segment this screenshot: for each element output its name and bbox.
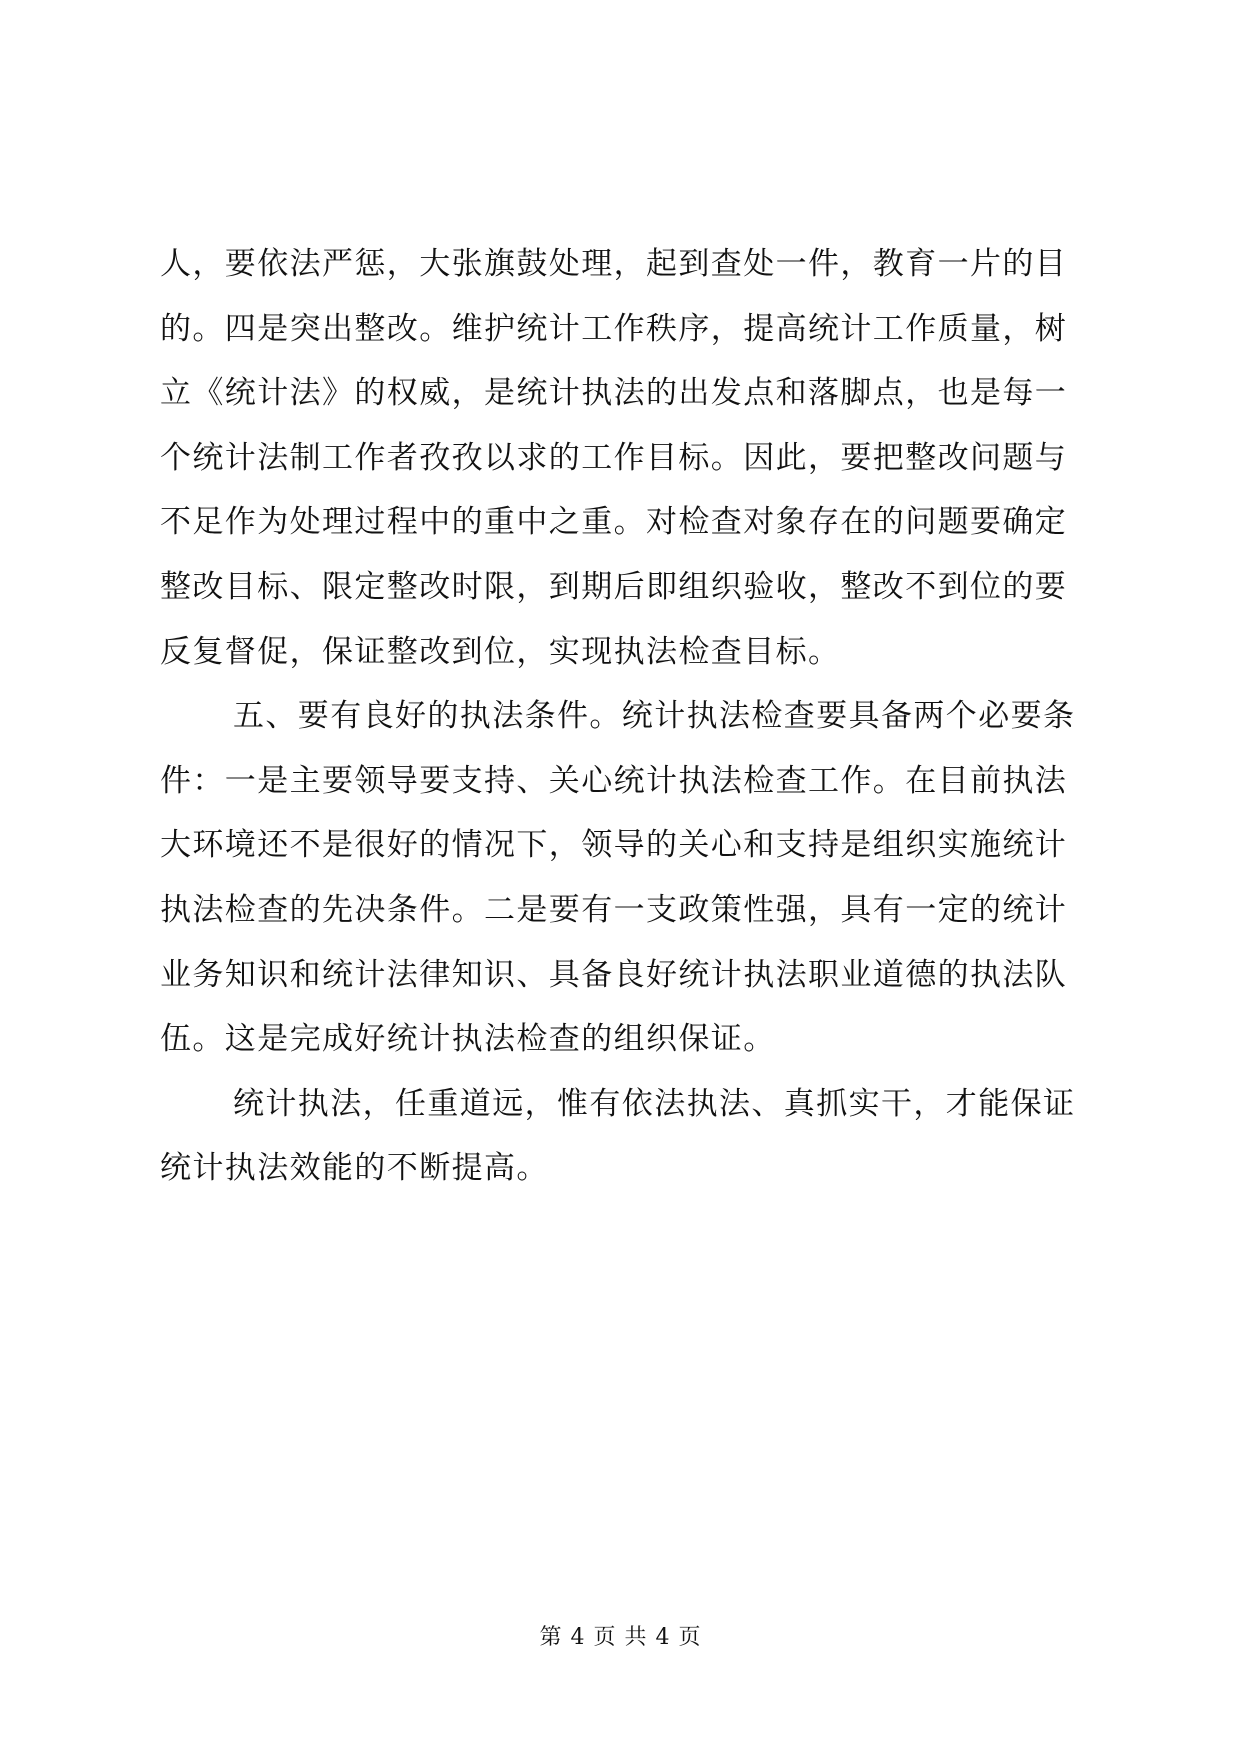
text-line: 件：一是主要领导要支持、关心统计执法检查工作。在目前执法 <box>160 762 1068 799</box>
document-body <box>160 232 1080 1201</box>
paragraph-rectification <box>160 232 1080 684</box>
text-line: 立《统计法》的权威，是统计执法的出发点和落脚点，也是每一 <box>160 375 1068 412</box>
text-line: 业务知识和统计法律知识、具备良好统计执法职业道德的执法队 <box>160 956 1068 993</box>
text-line: 五、要有良好的执法条件。统计执法检查要具备两个必要条 <box>233 698 1076 735</box>
text-line: 伍。这是完成好统计执法检查的组织保证。 <box>160 1021 776 1058</box>
paragraph-conclusion <box>160 1072 1080 1201</box>
text-line: 整改目标、限定整改时限，到期后即组织验收，整改不到位的要 <box>160 568 1068 605</box>
text-line: 反复督促，保证整改到位，实现执法检查目标。 <box>160 633 841 670</box>
text-line: 执法检查的先决条件。二是要有一支政策性强，具有一定的统计 <box>160 891 1068 928</box>
text-line: 统计执法效能的不断提高。 <box>160 1150 549 1187</box>
page-footer: 第 4 页 共 4 页 <box>539 1625 702 1650</box>
text-line: 的。四是突出整改。维护统计工作秩序，提高统计工作质量，树 <box>160 310 1068 347</box>
text-line: 不足作为处理过程中的重中之重。对检查对象存在的问题要确定 <box>160 504 1068 541</box>
text-line: 人，要依法严惩，大张旗鼓处理，起到查处一件，教育一片的目 <box>160 246 1068 282</box>
text-line: 大环境还不是很好的情况下，领导的关心和支持是组织实施统计 <box>160 827 1068 864</box>
paragraph-enforcement-conditions <box>160 684 1080 1072</box>
text-line: 个统计法制工作者孜孜以求的工作目标。因此，要把整改问题与 <box>160 439 1068 476</box>
text-line: 统计执法，任重道远，惟有依法执法、真抓实干，才能保证 <box>233 1085 1076 1122</box>
